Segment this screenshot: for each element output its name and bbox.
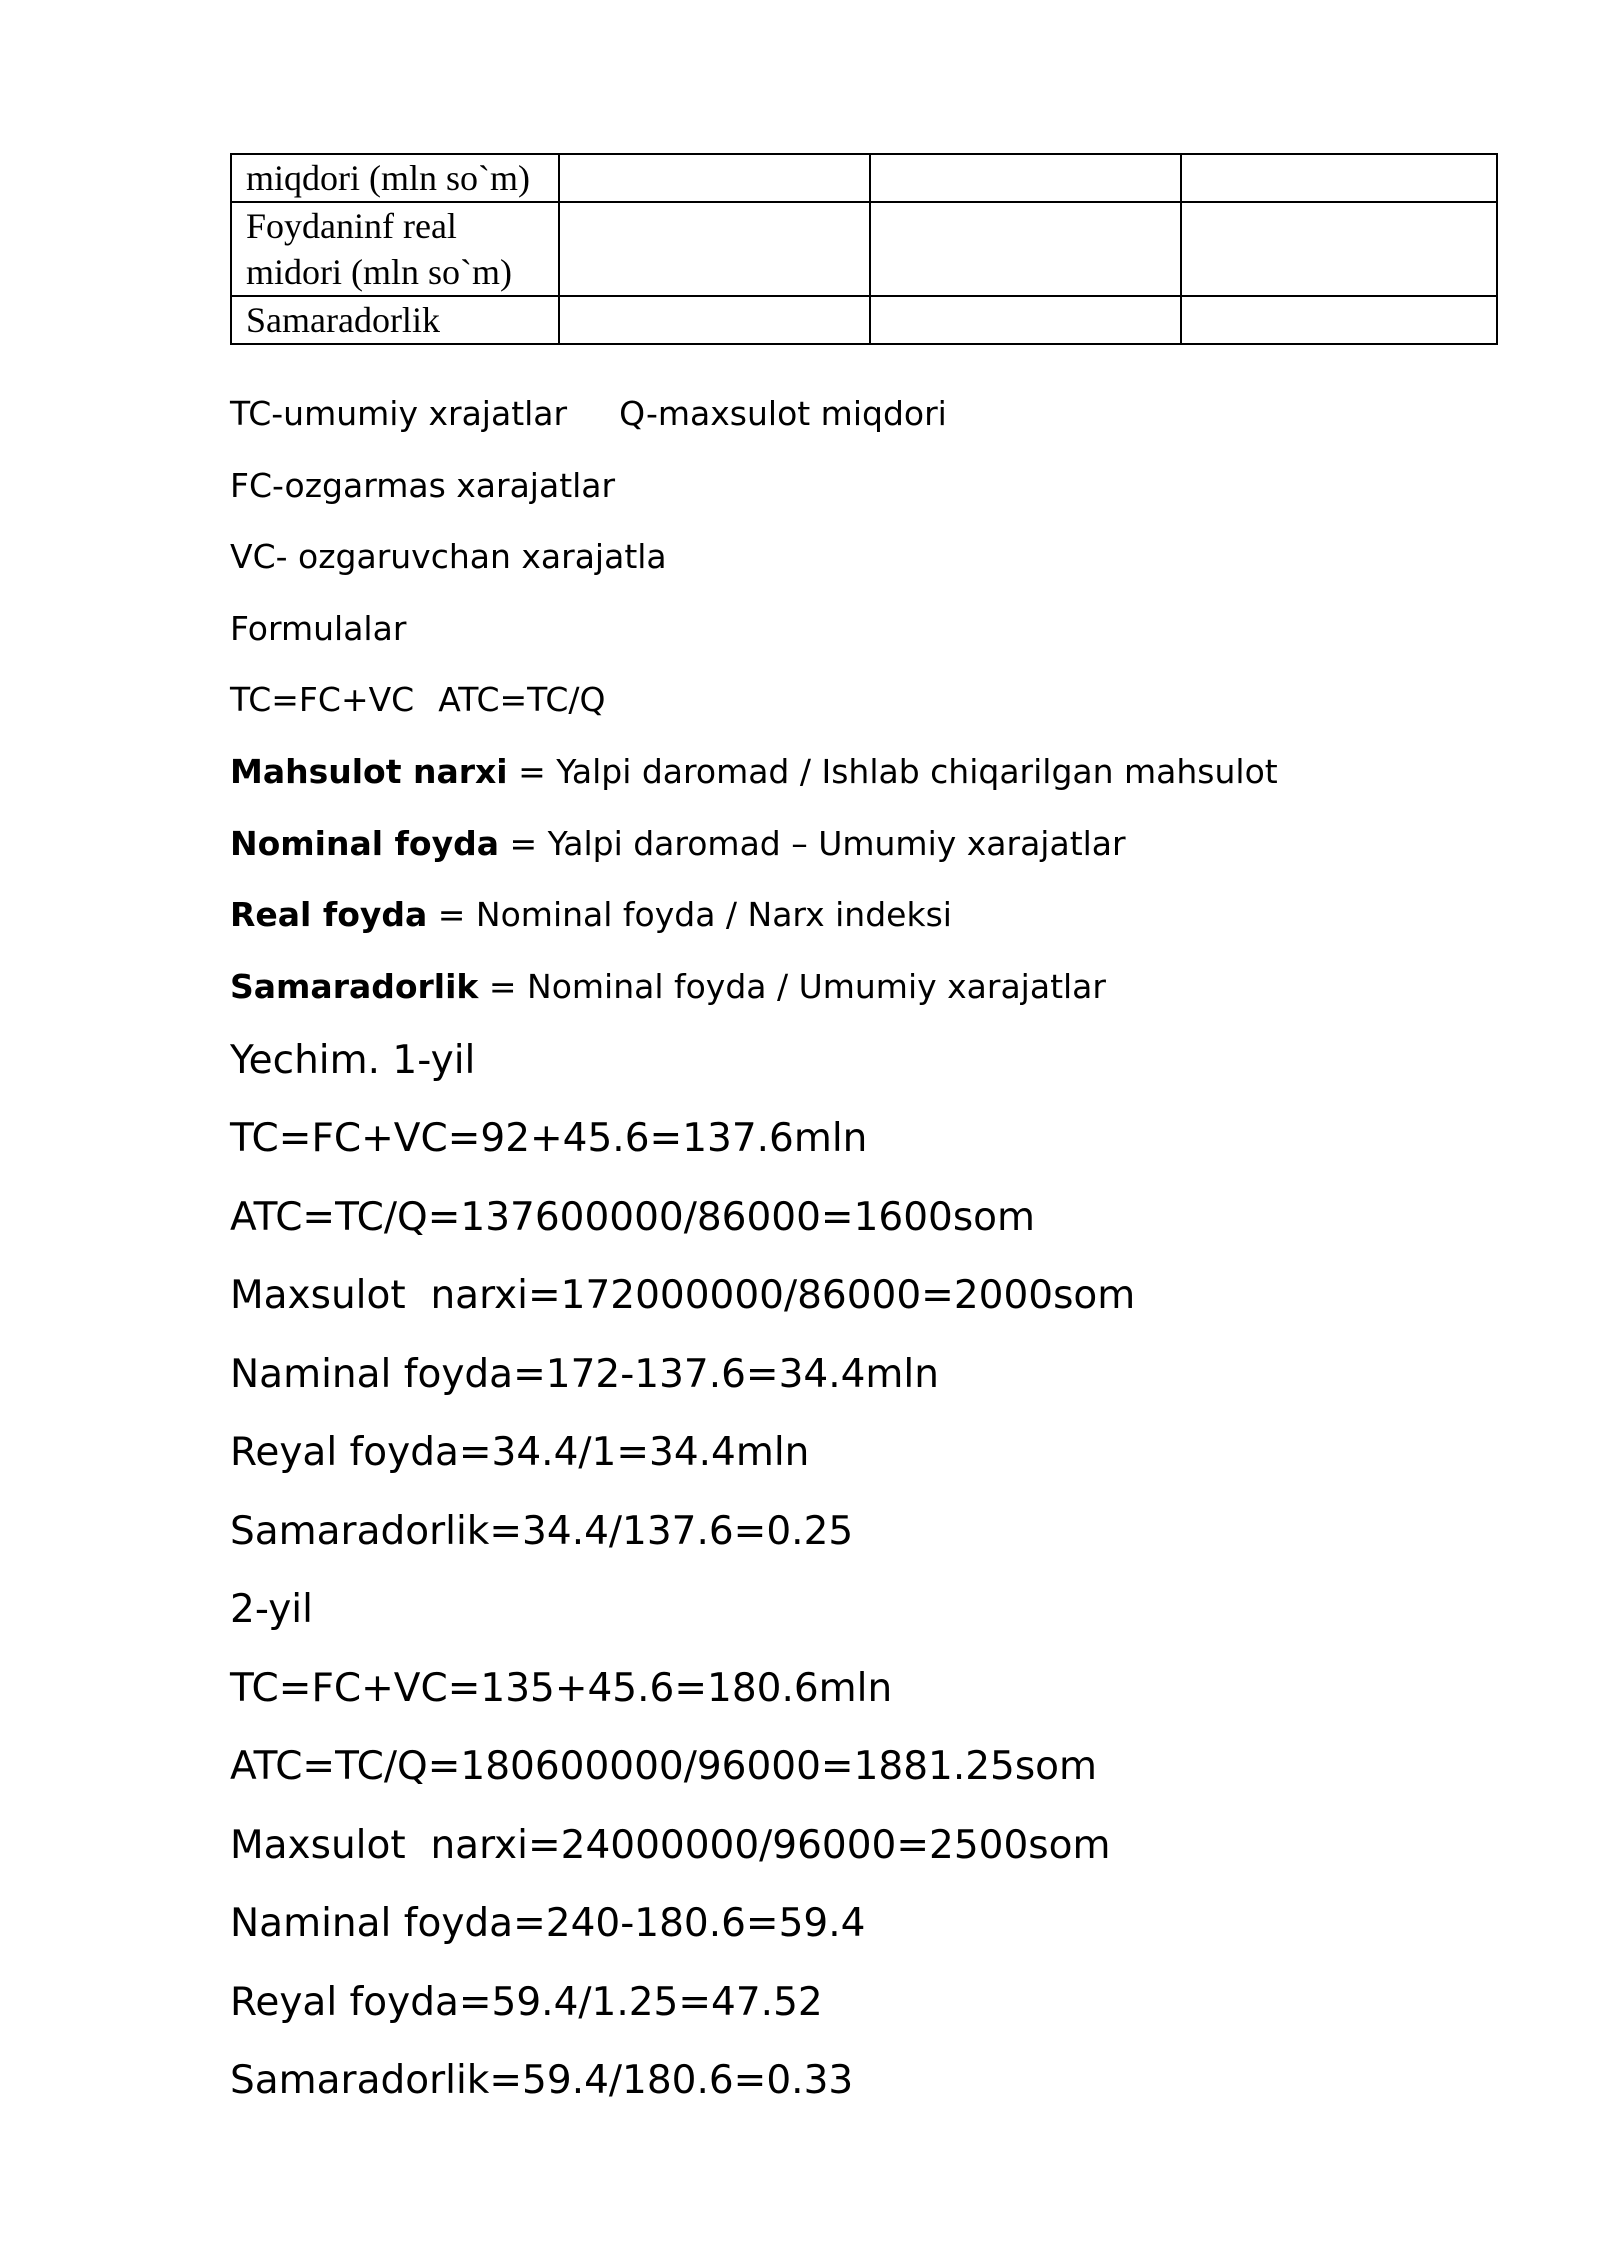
table-row [231, 154, 1497, 202]
legend-q: Q-maxsulot miqdori [619, 394, 947, 433]
year1-heading: Yechim. 1-yil [230, 1038, 476, 1083]
formula-nominal-term: Nominal foyda [230, 824, 499, 863]
formula-tc: TC=FC+VC [230, 680, 415, 719]
year1-line: Maxsulot narxi=172000000/86000=2000som [230, 1273, 1136, 1318]
formula-real-term: Real foyda [230, 895, 428, 934]
year2-line: Maxsulot narxi=24000000/96000=2500som [230, 1823, 1111, 1868]
year1-line: TC=FC+VC=92+45.6=137.6mln [230, 1116, 868, 1161]
year2-heading: 2-yil [230, 1587, 313, 1632]
formula-eff-def: = Nominal foyda / Umumiy xarajatlar [478, 967, 1106, 1006]
table-cell [870, 202, 1181, 296]
table-cell: miqdori (mln so`m) [231, 154, 559, 202]
legend-tc: TC-umumiy xrajatlar [230, 394, 568, 433]
table-row [231, 296, 1497, 344]
year1-line: Naminal foyda=172-137.6=34.4mln [230, 1352, 939, 1397]
formula-price-term: Mahsulot narxi [230, 752, 508, 791]
table-cell [559, 202, 870, 296]
table-cell [870, 154, 1181, 202]
formula-atc: ATC=TC/Q [438, 680, 606, 719]
year2-line: Naminal foyda=240-180.6=59.4 [230, 1901, 866, 1946]
formula-eff-term: Samaradorlik [230, 967, 479, 1006]
formula-efficiency [230, 967, 1106, 1006]
formula-price-def: = Yalpi daromad / Ishlab chiqarilgan mahsulot [507, 752, 1278, 791]
year1-line: ATC=TC/Q=137600000/86000=1600som [230, 1195, 1036, 1240]
table-cell: Foydaninf real midori (mln so`m) [231, 202, 559, 296]
year2-line: Samaradorlik=59.4/180.6=0.33 [230, 2058, 854, 2103]
table-row [231, 202, 1497, 296]
table-cell: Samaradorlik [231, 296, 559, 344]
table-cell [1181, 202, 1497, 296]
year1-line: Reyal foyda=34.4/1=34.4mln [230, 1430, 810, 1475]
formula-real [230, 895, 952, 934]
results-table [230, 153, 1498, 345]
formulas-heading: Formulalar [230, 609, 407, 648]
table-cell [1181, 296, 1497, 344]
table-cell [870, 296, 1181, 344]
legend-line-tc-q [230, 394, 947, 433]
year2-line: TC=FC+VC=135+45.6=180.6mln [230, 1666, 893, 1711]
table-cell [559, 154, 870, 202]
year1-line: Samaradorlik=34.4/137.6=0.25 [230, 1509, 854, 1554]
formula-price [230, 752, 1278, 791]
legend-vc: VC- ozgaruvchan xarajatla [230, 537, 667, 576]
formula-real-def: = Nominal foyda / Narx indeksi [427, 895, 952, 934]
table-cell [1181, 154, 1497, 202]
year2-line: ATC=TC/Q=180600000/96000=1881.25som [230, 1744, 1098, 1789]
table-cell [559, 296, 870, 344]
formula-nominal-def: = Yalpi daromad – Umumiy xarajatlar [498, 824, 1126, 863]
year2-line: Reyal foyda=59.4/1.25=47.52 [230, 1980, 823, 2025]
formula-nominal [230, 824, 1126, 863]
formula-line-tc-atc [230, 680, 606, 719]
legend-fc: FC-ozgarmas xarajatlar [230, 466, 616, 505]
